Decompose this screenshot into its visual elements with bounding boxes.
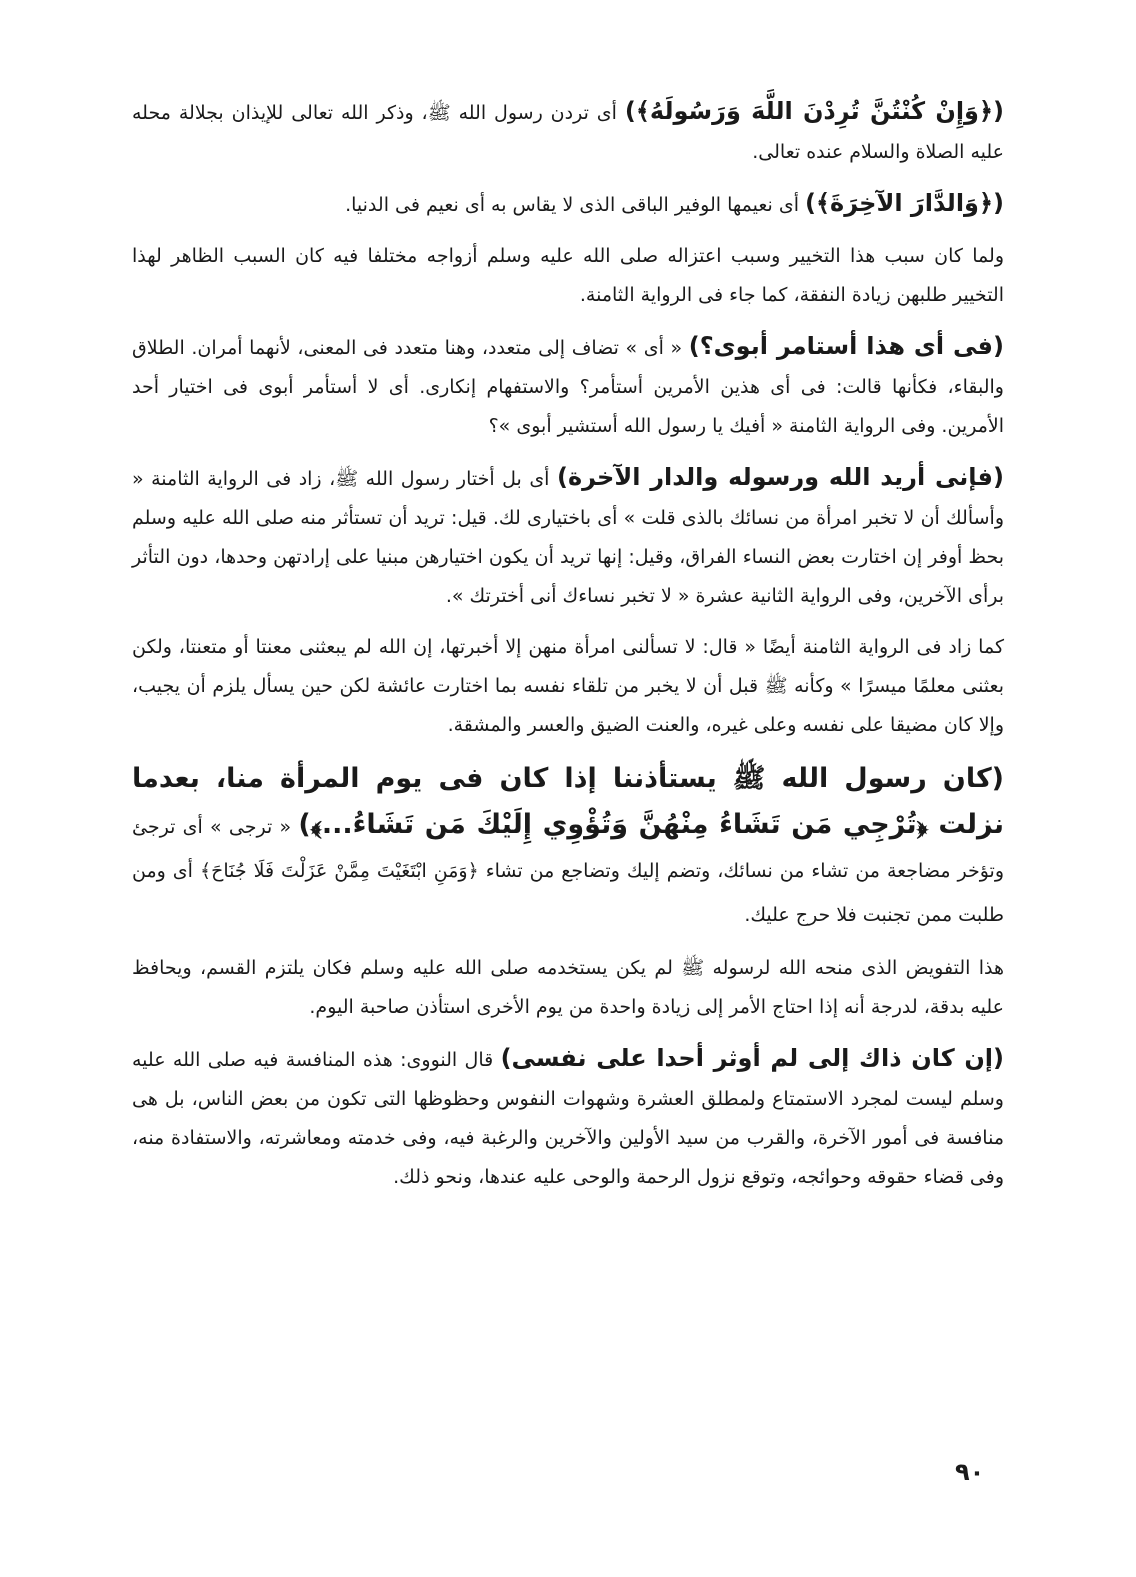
paragraph-4 xyxy=(132,327,1004,446)
paragraph-text: أى بل أختار رسول الله ﷺ، زاد فى الرواية الثامنة « وأسألك أن لا تخبر امرأة من نسائك بالذى قلت » أى باختيارى لك. قيل: تريد أن تستأثر منه صلى الله عليه وسلم بحظ أوفر إن اختارت بعض النساء الفراق، وقيل: إنها تريد أن يكون اختيارهن مبنيا على إرادتهن وحدها، دون التأثر برأى الآخرين، وفى الرواية الثانية عشرة « لا تخبر نساءك أنى أخترتك ». xyxy=(132,468,1004,607)
paragraph-text: ولما كان سبب هذا التخيير وسبب اعتزاله صلى الله عليه وسلم أزواجه مختلفا فيه كان السبب الظاهر لهذا التخيير طلبهن زيادة النفقة، كما جاء فى الرواية الثامنة. xyxy=(132,245,1004,306)
paragraph-9 xyxy=(132,1039,1004,1197)
paragraph-6 xyxy=(132,628,1004,745)
page-number: ٩٠ xyxy=(955,1458,985,1486)
paragraph-5 xyxy=(132,458,1004,616)
paragraph-heading: (فإنى أريد الله ورسوله والدار الآخرة) xyxy=(556,463,1004,491)
paragraph-text: قال النووى: هذه المنافسة فيه صلى الله عليه وسلم ليست لمجرد الاستمتاع ولمطلق العشرة وشهوات النفوس وحظوظها التى تكون من بعض الناس، بل هى منافسة فى أمور الآخرة، والقرب من سيد الأولين والآخرين والرغبة فيه، وفى خدمته ومعاشرته، والاستفادة منه، وفى قضاء حقوقه وحوائجه، وتوقع نزول الرحمة والوحى عليه عندها، ونحو ذلك. xyxy=(132,1049,1004,1188)
paragraph-text: أى نعيمها الوفير الباقى الذى لا يقاس به أى نعيم فى الدنيا. xyxy=(345,194,806,216)
paragraph-text: « ترجى » أى ترجئ وتؤخر مضاجعة من تشاء من نسائك، وتضم إليك وتضاجع من تشاء ﴿وَمَنِ ابْتَغَيْتَ مِمَّنْ عَزَلْتَ فَلَا جُنَاحَ﴾ أى ومن طلبت ممن تجنبت فلا حرج عليك. xyxy=(132,816,1004,926)
paragraph-8 xyxy=(132,949,1004,1027)
page-body xyxy=(132,92,1004,1209)
paragraph-heading: (إن كان ذاك إلى لم أوثر أحدا على نفسى) xyxy=(500,1044,1004,1072)
paragraph-1 xyxy=(132,92,1004,172)
paragraph-2 xyxy=(132,184,1004,225)
paragraph-heading: (﴿وَإِنْ كُنْتُنَّ تُرِدْنَ اللَّهَ وَرَسُولَهُ﴾) xyxy=(624,97,1004,125)
paragraph-text: كما زاد فى الرواية الثامنة أيضًا « قال: لا تسألنى امرأة منهن إلا أخبرتها، إن الله لم يبعثنى معنتا أو متعنتا، ولكن بعثنى معلمًا ميسرًا » وكأنه ﷺ قبل أن لا يخبر من تلقاء نفسه بما اختارت عائشة لكن حين يسأل يلزم أن يجيب، وإلا كان مضيقا على نفسه وعلى غيره، والعنت الضيق والعسر والمشقة. xyxy=(132,636,1004,736)
paragraph-7 xyxy=(132,757,1004,937)
paragraph-text: هذا التفويض الذى منحه الله لرسوله ﷺ لم يكن يستخدمه صلى الله عليه وسلم فكان يلتزم القسم، ويحافظ عليه بدقة، لدرجة أنه إذا احتاج الأمر إلى زيادة واحدة من يوم الأخرى استأذن صاحبة اليوم. xyxy=(132,957,1004,1018)
paragraph-text: أى تردن رسول الله ﷺ، وذكر الله تعالى للإيذان بجلالة محله عليه الصلاة والسلام عنده تعالى. xyxy=(132,102,1004,163)
paragraph-heading: (فى أى هذا أستامر أبوى؟) xyxy=(688,332,1004,360)
paragraph-3 xyxy=(132,237,1004,315)
paragraph-heading: (﴿وَالدَّارَ الآخِرَةَ﴾) xyxy=(805,189,1004,217)
paragraph-heading: (كان رسول الله ﷺ يستأذننا إذا كان فى يوم المرأة منا، بعدما نزلت ﴿تُرْجِي مَن تَشَاءُ مِنْهُنَّ وَتُؤْوِي إِلَيْكَ مَن تَشَاءُ...﴾) xyxy=(132,763,1004,840)
paragraph-text: « أى » تضاف إلى متعدد، وهنا متعدد فى المعنى، لأنهما أمران. الطلاق والبقاء، فكأنها قالت: فى أى هذين الأمرين أستأمر؟ والاستفهام إنكارى. أى لا أستأمر أبوى فى اختيار أحد الأمرين. وفى الرواية الثامنة « أفيك يا رسول الله أستشير أبوى »؟ xyxy=(132,337,1004,437)
